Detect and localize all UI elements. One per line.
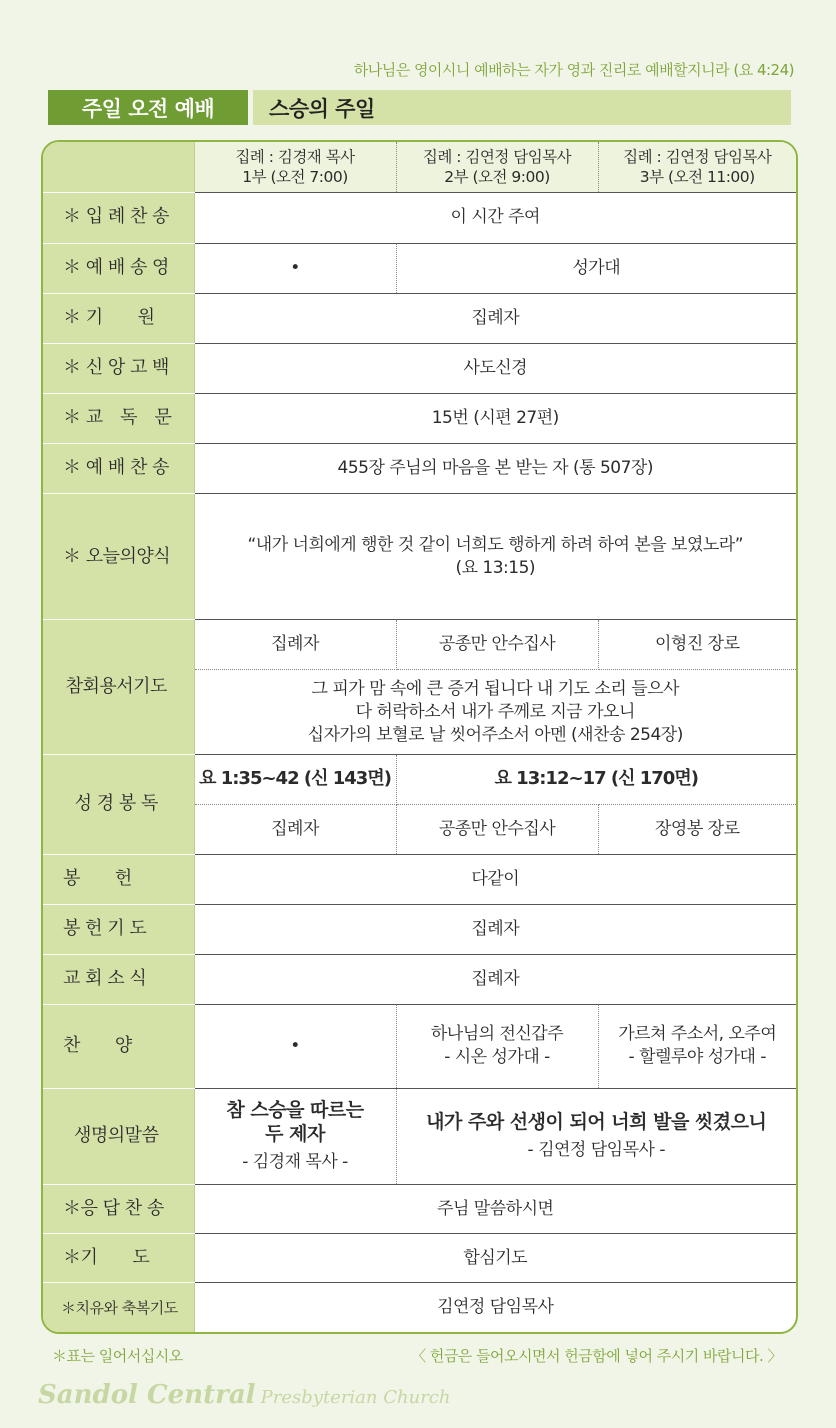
row-value: 그 피가 맘 속에 큰 증거 됩니다 내 기도 소리 들으사 다 허락하소서 내가 주께로 지금 가오니 십자가의 보혈로 날 씻어주소서 아멘 (새찬송 254장)	[194, 670, 796, 755]
row-anthem	[43, 1004, 796, 1088]
row-label: ＊ 입 례 찬 송	[43, 192, 194, 243]
church-name: Sandol Central	[38, 1380, 256, 1410]
church-logo-text	[38, 1380, 450, 1410]
row-repentance-names	[43, 620, 796, 670]
row-label: 생명의말씀	[43, 1089, 194, 1185]
row-label: 교 회 소 식	[43, 954, 194, 1004]
service-subtitle: 스승의 주일	[269, 96, 375, 121]
sermon-service-1	[194, 1089, 396, 1185]
row-label: 참회용서기도	[43, 620, 194, 755]
bullet-cell: •	[194, 243, 396, 293]
row-entrance-hymn	[43, 192, 796, 243]
standing-note: ＊표는 일어서십시오	[52, 1347, 183, 1365]
sermon-title: 참 스승을 따르는	[226, 1099, 364, 1122]
service-2-reader: 공종만 안수집사	[396, 804, 598, 854]
scripture-ref-23: 요 13:12~17 (신 170면)	[396, 755, 796, 804]
row-announcements	[43, 954, 796, 1004]
row-today-food	[43, 494, 796, 620]
row-value	[194, 494, 796, 620]
service-3-reader: 장영봉 장로	[598, 804, 796, 854]
row-offering-prayer	[43, 904, 796, 954]
church-type: Presbyterian Church	[260, 1387, 451, 1408]
row-label: 봉 헌	[43, 854, 194, 904]
row-value: 다같이	[194, 854, 796, 904]
row-offering	[43, 854, 796, 904]
service-header	[48, 90, 791, 125]
verse-text: “내가 너희에게 행한 것 같이 너희도 행하게 하려 하여 본을 보였노라”	[247, 534, 744, 555]
table-header-row	[43, 142, 796, 192]
offering-note: 〈 헌금은 들어오시면서 헌금함에 넣어 주시기 바랍니다. 〉	[411, 1347, 782, 1365]
row-value: 합심기도	[194, 1234, 796, 1283]
row-invocation	[43, 293, 796, 343]
row-worship-hymn	[43, 443, 796, 493]
row-label: ＊ 신 앙 고 백	[43, 343, 194, 393]
row-sermon	[43, 1089, 796, 1185]
row-value: 455장 주님의 마음을 본 받는 자 (통 507장)	[194, 443, 796, 493]
service-3-header: 집례 : 김연정 담임목사 3부 (오전 11:00)	[598, 142, 796, 192]
row-healing-prayer	[43, 1283, 796, 1332]
row-value: 15번 (시편 27편)	[194, 393, 796, 443]
row-label: ＊ 예 배 찬 송	[43, 443, 194, 493]
service-1-header: 집례 : 김경재 목사 1부 (오전 7:00)	[194, 142, 396, 192]
row-label: 성 경 봉 독	[43, 755, 194, 854]
service-1-reader: 집례자	[194, 804, 396, 854]
row-label: ＊ 예 배 송 영	[43, 243, 194, 293]
row-value: 김연정 담임목사	[437, 1297, 554, 1318]
row-scripture-refs	[43, 755, 796, 804]
row-value: 사도신경	[194, 343, 796, 393]
row-value: 주님 말씀하시면	[194, 1185, 796, 1234]
row-label: ＊ 오늘의양식	[43, 494, 194, 620]
row-creed	[43, 343, 796, 393]
order-of-worship-table	[41, 140, 798, 1334]
anthem-service-3: 가르쳐 주소서, 오주여 - 할렐루야 성가대 -	[598, 1004, 796, 1088]
row-label: 봉 헌 기 도	[43, 904, 194, 954]
header-corner	[43, 142, 194, 192]
row-value: 집례자	[194, 954, 796, 1004]
verse-ref: (요 13:15)	[455, 557, 536, 578]
row-value: 집례자	[194, 293, 796, 343]
service-1-name: 집례자	[194, 620, 396, 670]
header-verse: 하나님은 영이시니 예배하는 자가 영과 진리로 예배할지니라 (요 4:24)	[353, 61, 794, 79]
row-value: 성가대	[396, 243, 796, 293]
row-responsive-reading	[43, 393, 796, 443]
service-title: 주일 오전 예배	[48, 90, 248, 125]
service-2-name: 공종만 안수집사	[396, 620, 598, 670]
sermon-title: 두 제자	[265, 1123, 325, 1146]
sermon-service-23	[396, 1089, 796, 1185]
row-label: 찬 양	[43, 1004, 194, 1088]
service-3-name: 이형진 장로	[598, 620, 796, 670]
preacher: - 김연정 담임목사 -	[527, 1139, 665, 1160]
row-response-hymn	[43, 1185, 796, 1234]
row-label: ＊치유와 축복기도	[43, 1283, 194, 1332]
sermon-title: 내가 주와 선생이 되어 너희 발을 씻겼으니	[426, 1111, 767, 1134]
row-label: ＊ 교 독 문	[43, 393, 194, 443]
row-label: ＊응 답 찬 송	[43, 1185, 194, 1234]
row-label: ＊ 기 원	[43, 293, 194, 343]
row-prayer	[43, 1234, 796, 1283]
scripture-ref-1: 요 1:35~42 (신 143면)	[194, 755, 396, 804]
anthem-service-2: 하나님의 전신갑주 - 시온 성가대 -	[396, 1004, 598, 1088]
row-value: 집례자	[194, 904, 796, 954]
row-value: 이 시간 주여	[194, 192, 796, 243]
preacher: - 김경재 목사 -	[242, 1151, 348, 1172]
service-2-header: 집례 : 김연정 담임목사 2부 (오전 9:00)	[396, 142, 598, 192]
row-label: ＊기 도	[43, 1234, 194, 1283]
row-praise-choir	[43, 243, 796, 293]
bullet-cell: •	[194, 1004, 396, 1088]
